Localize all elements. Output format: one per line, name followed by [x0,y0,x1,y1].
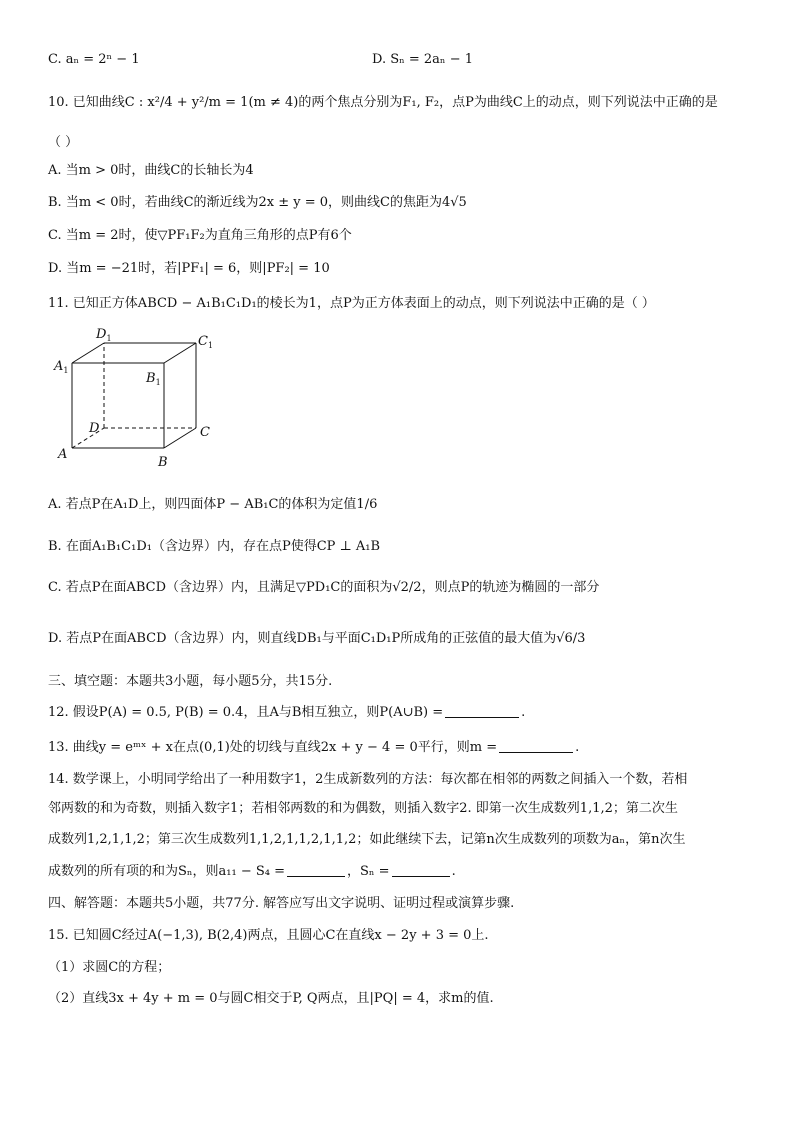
label-d1: $D_1$ [96,327,112,343]
q12-answer-blank[interactable] [445,703,519,718]
cube-diagram [52,328,227,473]
q12-end: . [521,705,526,720]
q10-answer-paren: （ ） [48,135,79,150]
q13-answer-blank[interactable] [499,738,573,753]
label-a: A [58,447,68,462]
q11-option-c: C. 若点P在面ABCD（含边界）内，且满足▽PD₁C的面积为√2/2，则点P的轨迹为椭圆的一部分 [48,580,600,595]
label-b1: $B_1$ [146,371,161,387]
q15-stem: 15. 已知圆C经过A(−1,3), B(2,4)两点，且圆心C在直线x − 2y + 3 = 0上. [48,928,489,943]
q15-part2: （2）直线3x + 4y + m = 0与圆C相交于P, Q两点，且|PQ| = 4，求m的值. [48,991,494,1006]
label-d: D [89,421,100,436]
label-c: C [200,425,210,440]
q12-line [48,703,525,723]
q9-option-c: C. aₙ = 2ⁿ − 1 [48,52,140,67]
q14-part1: 成数列的所有项的和为Sₙ，则a₁₁ − S₄ = [48,864,286,879]
q10-stem: 10. 已知曲线C : x²/4 + y²/m = 1(m ≠ 4)的两个焦点分别为F₁, F₂，点P为曲线C上的动点，则下列说法中正确的是 [48,95,718,110]
q15-part1: （1）求圆C的方程； [48,960,171,975]
label-c1: $C_1$ [198,334,214,350]
q14-line2: 邻两数的和为奇数，则插入数字1；若相邻两数的和为偶数，则插入数字2. 即第一次生成数列1,1,2；第二次生 [48,801,678,816]
q11-stem: 11. 已知正方体ABCD − A₁B₁C₁D₁的棱长为1，点P为正方体表面上的动点，则下列说法中正确的是（ ） [48,296,655,311]
q13-line [48,738,579,758]
q14-line1: 14. 数学课上，小明同学给出了一种用数字1，2生成新数列的方法：每次都在相邻的两数之间插入一个数，若相 [48,772,688,787]
q14-line4 [48,862,456,882]
q12-text: 12. 假设P(A) = 0.5, P(B) = 0.4，且A与B相互独立，则P(A∪B) = [48,705,444,720]
section4-heading: 四、解答题：本题共5小题，共77分. 解答应写出文字说明、证明过程或演算步骤. [48,896,515,911]
q14-answer-blank-2[interactable] [392,862,450,877]
q11-option-b: B. 在面A₁B₁C₁D₁（含边界）内，存在点P使得CP ⊥ A₁B [48,539,381,554]
q10-option-c: C. 当m = 2时，使▽PF₁F₂为直角三角形的点P有6个 [48,228,352,243]
q14-end: . [451,864,456,879]
label-b: B [158,455,168,470]
q10-option-d: D. 当m = −21时，若|PF₁| = 6，则|PF₂| = 10 [48,261,330,276]
edge-a1-d1 [72,343,104,363]
cube-figure [52,328,227,473]
q13-end: . [575,740,580,755]
q9-option-d: D. Sₙ = 2aₙ − 1 [372,52,473,67]
edge-b-c [164,428,196,448]
q11-option-d: D. 若点P在面ABCD（含边界）内，则直线DB₁与平面C₁D₁P所成角的正弦值的最大值为√6/3 [48,631,586,646]
section3-heading: 三、填空题：本题共3小题，每小题5分，共15分. [48,674,333,689]
q10-option-a: A. 当m > 0时，曲线C的长轴长为4 [48,163,254,178]
q11-option-a: A. 若点P在A₁D上，则四面体P − AB₁C的体积为定值1/6 [48,497,378,512]
q14-part2: ，Sₙ = [347,864,390,879]
label-a1: $A_1$ [54,359,69,375]
edge-b1-c1 [164,343,196,363]
q14-answer-blank-1[interactable] [287,862,345,877]
q14-line3: 成数列1,2,1,1,2；第三次生成数列1,1,2,1,1,2,1,1,2；如此继续下去，记第n次生成数列的项数为aₙ，第n次生 [48,832,686,847]
q13-text: 13. 曲线y = eᵐˣ + x在点(0,1)处的切线与直线2x + y − 4 = 0平行，则m = [48,740,498,755]
q10-option-b: B. 当m < 0时，若曲线C的渐近线为2x ± y = 0，则曲线C的焦距为4√5 [48,195,467,210]
